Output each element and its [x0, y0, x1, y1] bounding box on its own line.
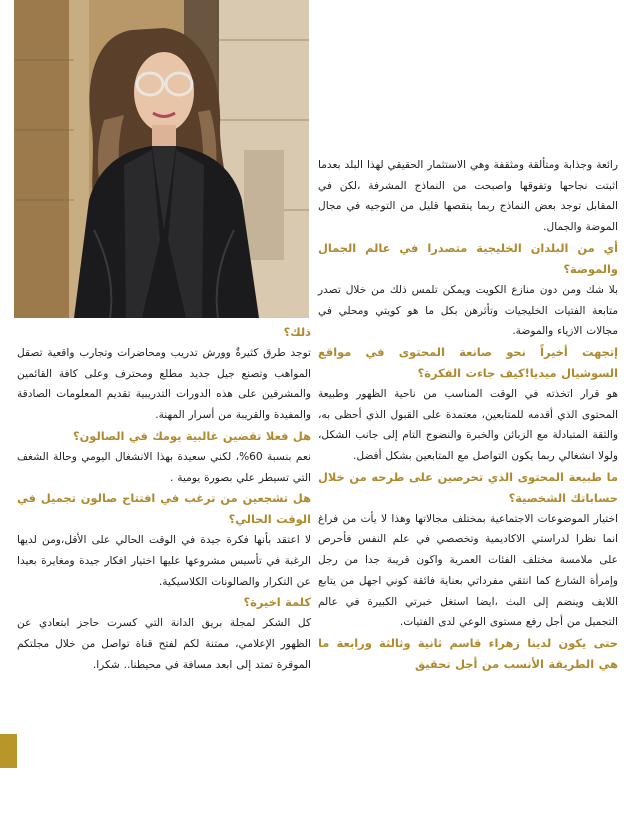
portrait-photo	[14, 0, 309, 318]
right-column	[318, 155, 618, 675]
paragraph: لا اعتقد بأنها فكرة جيدة في الوقت الحالي على الأقل،ومن لديها الرغبة في تأسيس مشروعها عليها اختيار افكار جيدة ومغايرة بعيدا عن التكرار والصالونات الكلاسيكية.	[17, 534, 311, 588]
question-heading: ما طبيعة المحتوى الذي تحرصين على طرحه من خلال حساباتك الشخصية؟	[318, 469, 618, 505]
paragraph: رائعة وجذابة ومتألقة ومثقفة وهي الاستثمار الحقيقي لهذا البلد بعدما اثبتت نجاحها وتفوقها واصبحت من النماذج المشرفة ،لكن في المقابل توجد بعض النماذج ربما ينقصها قليل من التوجيه في مجال الموضة والجمال.	[318, 159, 618, 234]
question-heading: إتجهت أخيراً نحو صانعة المحتوى في مواقع السوشيال ميديا!كيف جاءت الفكرة؟	[318, 344, 618, 380]
paragraph: اختيار الموضوعات الاجتماعية بمختلف مجالاتها وهذا لا يأت من فراغ انما نظرا لدراستي الاكاديمية وتخصصي في علم النفس فأحرص على ملامسة مختلف الفئات العمرية واكون قريبة جدا من رجل وإمرأة الشارع كما انتقي مفرداتي بعناية فائقة كوني اجهل من يتابع اللايف وينضم إلى البث ،ايضا استغل خبرتي الكبيرة في عالم التجميل من أجل رفع مستوى الوعي لدى الفتيات.	[318, 512, 618, 629]
question-heading: حتى يكون لدينا زهراء قاسم ثانية وثالثة ورابعة ما هي الطريقة الأنسب من أجل تحقيق	[318, 635, 618, 671]
question-heading: هل فعلا تقضين غالبية يومك في الصالون؟	[72, 428, 311, 443]
paragraph: هو قرار اتخذته في الوقت المناسب من ناحية الظهور وطبيعة المحتوى الذي أقدمه للمتابعين، معتمدة على القبول الذي أحظى به، والثقة المتبادلة مع الزبائن والخبرة والنضوج التام إلى جانب الشكل، ولولا انشغالي ربما يكون التواصل مع المتابعين بشكل أفضل.	[318, 387, 618, 463]
question-heading: كلمة اخيرة؟	[243, 595, 311, 610]
paragraph: بلا شك ومن دون منازع الكويت ويمكن تلمس ذلك من خلال تصدر متابعة الفتيات الخليجيات وتأثرهن بكل ما هو كويتي ومحلي في مجالات الازياء والموضة.	[318, 283, 618, 338]
page-edge-accent-bar	[0, 734, 17, 768]
question-heading: هل تشجعين من ترغب في افتتاح صالون تجميل في الوقت الحالي؟	[17, 491, 311, 527]
paragraph: توجد طرق كثيرةٌ وورش تدريب ومحاضرات وتجارب واقعية تصقل المواهب وتصنع جيل جديد مطلع ومحترف وعلى كافة القائمين والمشرفين على هذه الدورات التدريبية تقديم المعلومات الصادقة والمفيدة والقريبة من أسرار المهنة.	[17, 347, 311, 422]
question-heading: أي من البلدان الخليجية متصدرا في عالم الجمال والموضة؟	[318, 240, 618, 276]
paragraph: كل الشكر لمجلة بريق الدانة التي كسرت حاجز ابتعادي عن الظهور الإعلامي، ممتنة لكم لفتح قناة تواصل من خلال مجلتكم الموقرة تمتد إلى ابعد مسافة في محيطنا.. شكرا.	[17, 617, 311, 671]
paragraph: نعم بنسبة 60%، لكني سعيدة بهذا الانشغال اليومي وحالة الشغف التي تسيطر علي بصورة يومية .	[17, 450, 311, 484]
left-column	[17, 322, 311, 675]
question-heading: ذلك؟	[283, 325, 311, 339]
